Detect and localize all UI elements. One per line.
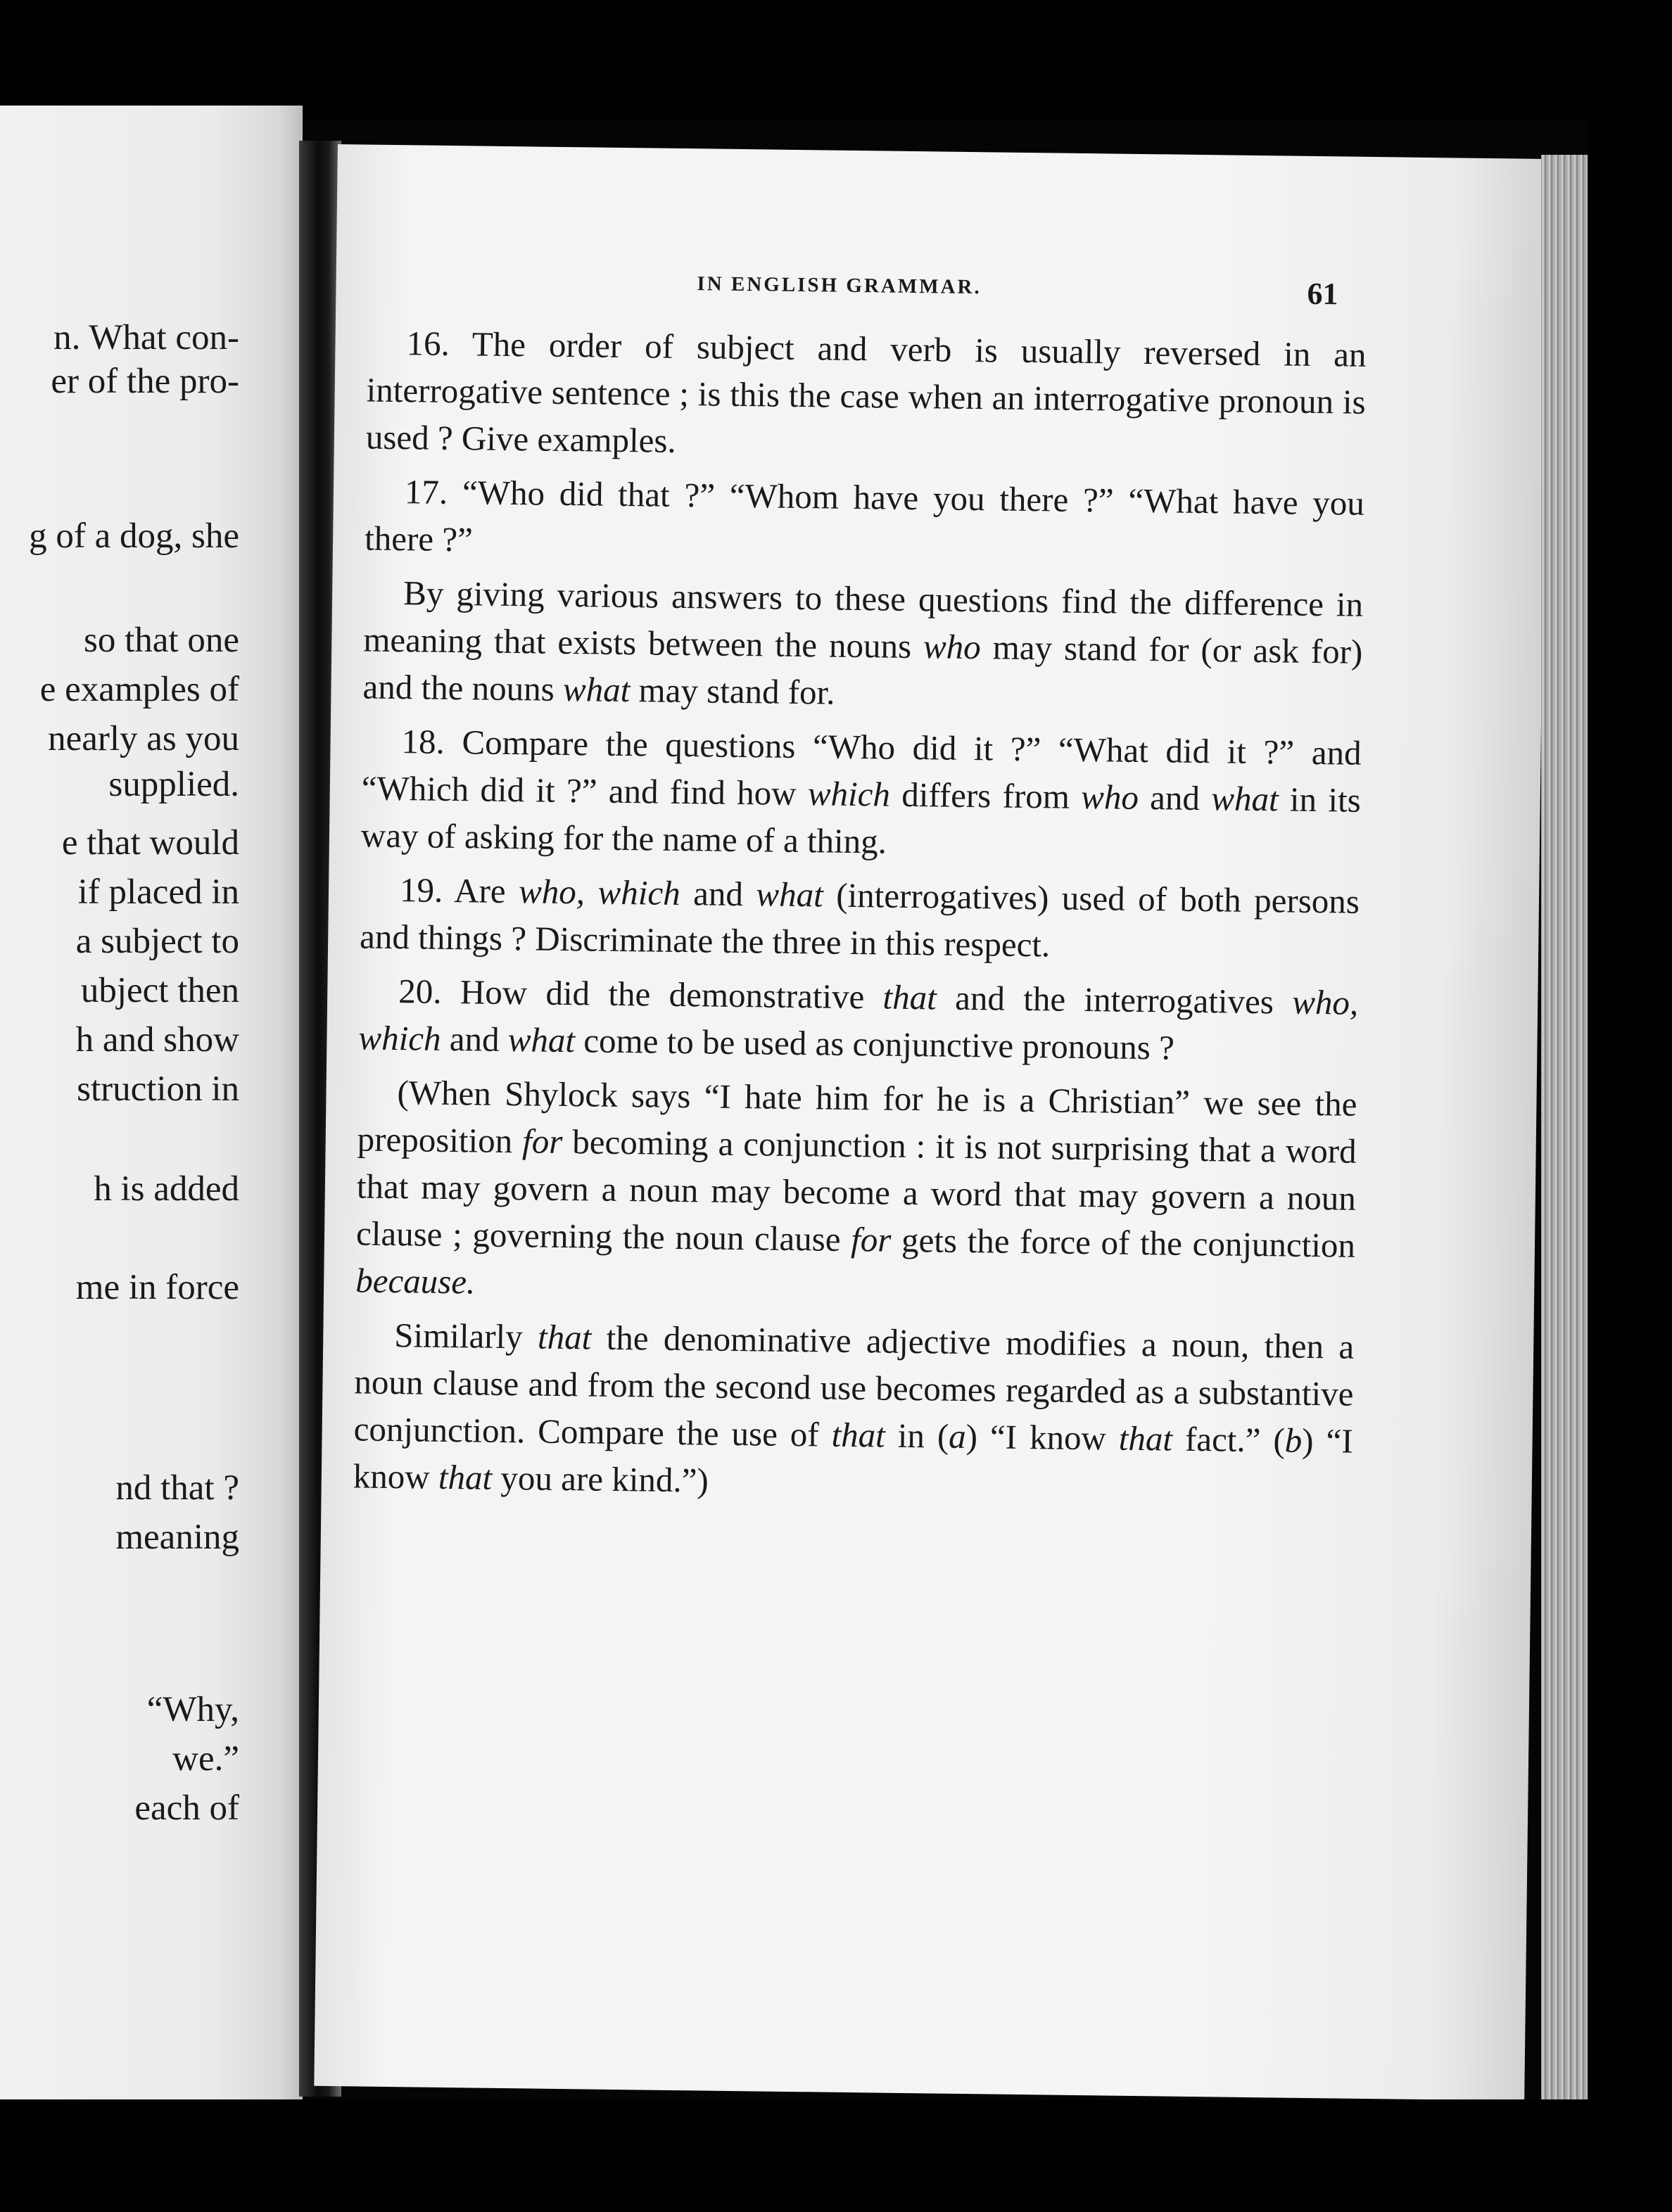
facing-page-line: nd that ? [115,1468,239,1508]
facing-page-line: me in force [75,1268,239,1307]
question-16: 16. The order of subject and verb is usually reversed in an interrogative sentence ; is this the case when an interrogative pronoun is used ? Give examples. [365,324,1367,460]
facing-page-line: h and show [75,1020,239,1060]
shylock-note: (When Shylock says “I hate him for he is a Christian” we see the preposition for becoming a conjunction : it is not surprising that a word that may govern a noun may become a word that may govern a noun clause ; governing the noun clause for gets the force of the conjunction because. [355,1073,1357,1302]
facing-page-line: g of a dog, she [29,516,239,556]
similarly-note: Similarly that the denominative adjective modifies a noun, then a noun clause and from the second use becomes regarded as a substantive conjunction. Compare the use of that in (a) “I know that fact.” (b) “I know that you are kind.”) [353,1316,1355,1500]
running-head: IN ENGLISH GRAMMAR. [697,272,982,299]
page-number: 61 [1307,276,1338,312]
facing-page-line: so that one [84,621,239,660]
facing-page-line: meaning [115,1518,239,1557]
facing-page-line: “Why, [146,1690,239,1729]
page-edges [1541,155,1594,2104]
question-18: 18. Compare the questions “Who did it ?” “What did it ?” and “Which did it ?” and find how which differs from who and what in its way of asking for the name of a thing. [360,722,1362,861]
facing-page-line: we.” [172,1739,239,1779]
facing-page-line: nearly as you [48,719,239,758]
facing-page-line: n. What con- [53,318,239,357]
facing-page-line: e that would [61,823,239,863]
question-19: 19. Are who, which and what (interrogatives) used of both persons and things ? Discriminate the three in this respect. [359,870,1360,965]
question-17-instructions: By giving various answers to these questions find the difference in meaning that exists between the nouns who may stand for (or ask for) and the nouns what may stand for. [362,573,1364,712]
scan-border-top [0,0,1672,120]
facing-page-line: each of [134,1788,239,1828]
facing-page-line: e examples of [39,670,239,709]
question-20: 20. How did the demonstrative that and the interrogatives who, which and what come to be used as conjunctive pronouns ? [358,972,1359,1067]
scan-border-bottom [0,2099,1672,2212]
scan-border-right [1588,0,1672,2212]
question-17: 17. “Who did that ?” “Whom have you there ?” “What have you there ?” [364,472,1365,559]
page-body [353,319,1367,1519]
facing-page [0,106,303,2111]
book-page [314,144,1548,2101]
facing-page-line: h is added [94,1169,239,1209]
facing-page-line: ubject then [80,971,239,1010]
facing-page-line: if placed in [77,872,239,912]
facing-page-line: er of the pro- [51,362,239,401]
facing-page-line: a subject to [75,922,239,961]
facing-page-line: supplied. [108,765,239,804]
facing-page-line: struction in [77,1069,239,1109]
